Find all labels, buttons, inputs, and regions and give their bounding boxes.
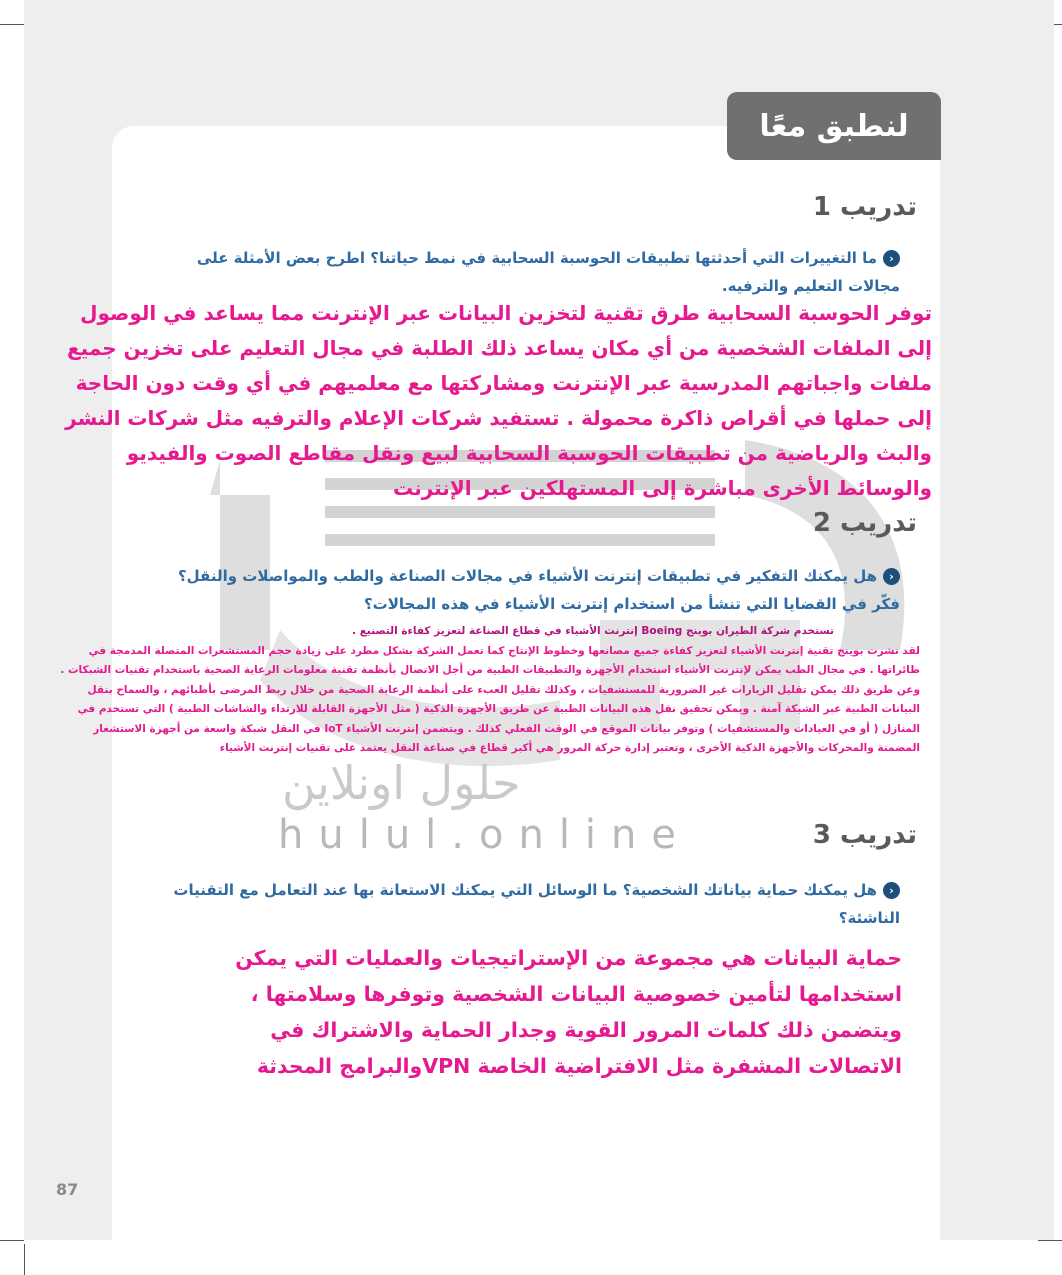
crop-mark-bottom-left-v [24, 1244, 25, 1275]
exercise-2-question-text: هل يمكنك التفكير في تطبيقات إنترنت الأشياء في مجالات الصناعة والطب والمواصلات والنقل؟ فكّر في القضايا التي تنشأ من استخدام إنترنت الأشياء في هذه المجالات؟ [177, 567, 900, 613]
exercise-2-answer [50, 622, 920, 759]
exercise-2-answer-lead: تستخدم شركة الطيران بوينج Boeing إنترنت الأشياء في قطاع الصناعة لتعزيز كفاءة التصنيع . [352, 625, 834, 637]
exercise-1-answer: توفر الحوسبة السحابية طرق تقنية لتخزين البيانات عبر الإنترنت مما يساعد في الوصول إلى الملفات الشخصية من أي مكان يساعد ذلك الطلبة في مجال التعليم على تخزين جميع ملفات واجباتهم المدرسية عبر الإنترنت ومشاركتها مع معلميهم في أي وقت دون الحاجة إلى حملها في أقراص ذاكرة محمولة . تستفيد شركات الإعلام والترفيه مثل شركات النشر والبث والرياضية من تطبيقات الحوسبة السحابية لبيع ونقل مقاطع الصوت والفيديو والوسائط الأخرى مباشرة إلى المستهلكين عبر الإنترنت [65, 301, 932, 500]
exercise-3-title: تدريب 3 [812, 820, 917, 850]
chevron-left-icon: ‹ [883, 568, 900, 585]
section-title-tab [727, 92, 941, 160]
crop-mark-top-left [0, 24, 24, 25]
exercise-3-question [160, 876, 900, 932]
watermark-arabic: حلول اونلاين [282, 756, 521, 810]
exercise-3-question-text: هل يمكنك حماية بياناتك الشخصية؟ ما الوسائل التي يمكنك الاستعانة بها عند التعامل مع التقنيات الناشئة؟ [173, 881, 900, 927]
crop-mark-bottom-left [0, 1240, 24, 1241]
exercise-1-title: تدريب 1 [812, 192, 917, 222]
exercise-2-answer-body: لقد نشرت بوينج تقنية إنترنت الأشياء لتعزيز كفاءة جميع مصانعها وخطوط الإنتاج كما تعمل الشركة بشكل مطرد على زيادة حجم المستشعرات المتصلة المدمجة في طائراتها . في مجال الطب يمكن لإنترنت الأشياء استخدام الأجهزة والتطبيقات الطبية من أجل الاتصال بأنظمة تقنية معلومات الرعاية الصحية باستخدام تقنيات الشبكات . وعن طريق ذلك يمكن تقليل الزيارات غير الضرورية للمستشفيات ، وكذلك تقليل العبء على أنظمة الرعاية الصحية من خلال ربط المرضى بأطبائهم ، والسماح بنقل البيانات الطبية عبر الشبكة آمنة . ويمكن تحقيق نقل هذه البيانات الطبية عن طريق الأجهزة الذكية ( مثل الأجهزة القابلة للارتداء والشاشات الطبية ) التي تستخدم في المنازل ( أو في العيادات والمستشفيات ) وتوفر بيانات الموقع في الوقت الفعلي كذلك . ويتضمن إنترنت الأشياء IoT في النقل شبكة واسعة من أجهزة الاستشعار المضمنة والمحركات والأجهزة الذكية الأخرى ، وتعتبر إدارة حركة المرور هي أكبر قطاع في صناعة النقل يعتمد على تقنيات إنترنت الأشياء [60, 644, 920, 754]
section-title: لنطبق معًا [759, 108, 909, 144]
exercise-2-title: تدريب 2 [812, 508, 917, 538]
chevron-left-icon: ‹ [883, 882, 900, 899]
exercise-1-question-text: ما التغييرات التي أحدثتها تطبيقات الحوسبة السحابية في نمط حياتنا؟ اطرح بعض الأمثلة على مجالات التعليم والترفيه. [196, 249, 900, 295]
crop-mark-bottom-right [1038, 1240, 1062, 1241]
watermark-text: hulul.online [278, 812, 692, 858]
chevron-left-icon: ‹ [883, 250, 900, 267]
exercise-2-question [160, 562, 900, 618]
exercise-3-answer: حماية البيانات هي مجموعة من الإستراتيجيات والعمليات التي يمكن استخدامها لتأمين خصوصية البيانات الشخصية وتوفرها وسلامتها ، ويتضمن ذلك كلمات المرور القوية وجدار الحماية والاشتراك في الاتصالات المشفرة مثل الافتراضية الخاصة VPNوالبرامج المحدثة [235, 946, 902, 1078]
exercise-1-question [180, 244, 900, 300]
page-number: 87 [56, 1180, 79, 1199]
